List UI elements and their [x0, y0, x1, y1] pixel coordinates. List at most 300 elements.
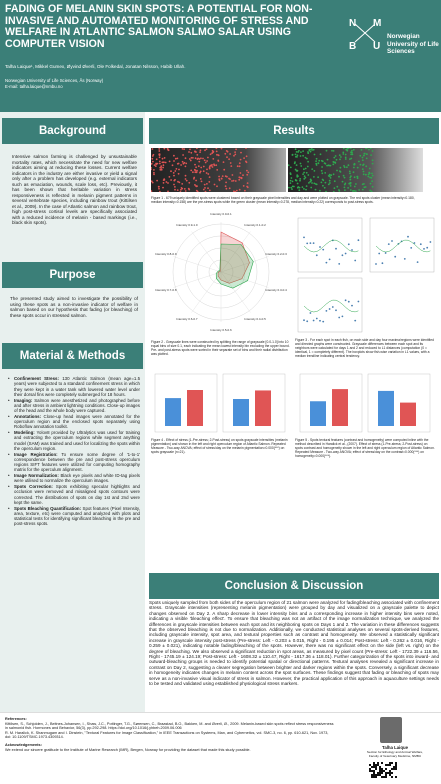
svg-text:U: U: [373, 41, 381, 52]
spot-mark: [159, 156, 161, 158]
spot-mark: [228, 178, 230, 180]
fig3-point: [319, 320, 321, 322]
spot-mark: [371, 180, 373, 182]
radial-axis-label: Intensity 0.3-0.4: [265, 287, 287, 292]
spot-mark: [159, 169, 161, 171]
spot-mark: [172, 164, 174, 166]
spot-mark: [297, 170, 299, 172]
methods-item-text: To ensure some degree of '1-to-1' correspondence between the pre and post-stress operculum regions SIFT features were utilized for computing homography matrix for the operculum alignment.: [14, 451, 140, 473]
spot-mark: [242, 174, 244, 176]
fig3-point: [313, 242, 315, 244]
figure-2-radial-plot: [151, 210, 291, 340]
spot-mark: [334, 162, 336, 164]
spot-mark: [240, 172, 242, 174]
spot-mark: [186, 180, 188, 182]
bar: [400, 403, 416, 426]
bar: [310, 401, 326, 426]
spot-mark: [161, 162, 163, 164]
spot-mark: [199, 158, 201, 160]
conclusion-heading: Conclusion & Discussion: [149, 573, 439, 599]
spot-mark: [334, 187, 336, 189]
spot-mark: [345, 154, 347, 156]
spot-mark: [212, 166, 214, 168]
spot-mark: [320, 153, 322, 155]
spot-mark: [363, 173, 365, 175]
methods-item: [8, 430, 140, 451]
spot-mark: [307, 152, 309, 154]
spot-mark: [174, 170, 176, 172]
methods-item: [8, 414, 140, 430]
spot-mark: [324, 162, 326, 164]
figure-1-poststress-spots: [288, 148, 423, 192]
spot-mark: [370, 183, 372, 185]
spot-mark: [235, 180, 237, 182]
spot-mark: [307, 174, 309, 176]
spot-mark: [302, 155, 304, 157]
fig3-point: [358, 301, 360, 303]
spot-mark: [333, 173, 335, 175]
spot-mark: [363, 153, 365, 155]
spot-mark: [178, 163, 180, 165]
spot-mark: [369, 168, 371, 170]
spot-mark: [247, 172, 249, 174]
spot-mark: [212, 158, 214, 160]
spot-mark: [158, 186, 160, 188]
spot-mark: [302, 186, 304, 188]
radial-axis-label: Intensity 0.0-0.1: [210, 212, 232, 216]
spot-mark: [240, 159, 242, 161]
methods-item-text: Yolov8 provided by Ultralytics was used for training and extracting the operculum regions while segment anything model (SAM) was trained and used for localizing the spots within the operculum region.: [14, 430, 140, 451]
spot-mark: [234, 151, 236, 153]
spot-mark: [297, 187, 299, 189]
spot-mark: [232, 174, 234, 176]
spot-mark: [210, 153, 212, 155]
spot-mark: [343, 175, 345, 177]
spot-mark: [315, 189, 317, 191]
methods-item-term: Spots Correction:: [14, 484, 53, 489]
spot-mark: [153, 169, 155, 171]
spot-mark: [183, 148, 185, 150]
spot-mark: [169, 176, 171, 178]
spot-mark: [315, 163, 317, 165]
fig3-point: [335, 248, 337, 250]
spot-mark: [338, 189, 340, 191]
spot-mark: [184, 162, 186, 164]
svg-text:M: M: [373, 18, 382, 29]
spot-mark: [371, 177, 373, 179]
spot-mark: [164, 157, 166, 159]
fig3-point: [351, 249, 353, 251]
spot-mark: [302, 150, 304, 152]
spot-mark: [175, 158, 177, 160]
spot-mark: [237, 165, 239, 167]
methods-item-text: Black eye pixels and white ID-tag pixels were utilised to normalize the operculum images.: [14, 473, 140, 484]
fig3-point: [338, 317, 340, 319]
spot-mark: [165, 162, 167, 164]
spot-mark: [199, 151, 201, 153]
methods-item: [8, 484, 140, 505]
spot-mark: [214, 184, 216, 186]
spot-mark: [196, 185, 198, 187]
spot-mark: [329, 182, 331, 184]
spot-mark: [202, 158, 204, 160]
spot-mark: [309, 181, 311, 183]
spot-mark: [207, 187, 209, 189]
methods-item: [8, 473, 140, 484]
spot-mark: [310, 179, 312, 181]
spot-mark: [180, 164, 182, 166]
spot-mark: [366, 153, 368, 155]
figure-1-prestress-spots: [151, 148, 286, 192]
spot-mark: [347, 187, 349, 189]
spot-mark: [198, 161, 200, 163]
spot-mark: [225, 185, 227, 187]
spot-mark: [311, 168, 313, 170]
spot-mark: [194, 171, 196, 173]
spot-mark: [299, 187, 301, 189]
spot-mark: [355, 183, 357, 185]
spot-mark: [200, 171, 202, 173]
methods-item: [8, 376, 140, 397]
spot-mark: [310, 151, 312, 153]
spot-mark: [368, 149, 370, 151]
spot-mark: [300, 151, 302, 153]
presenter-name: Talha Laique: [382, 745, 408, 750]
spot-mark: [329, 180, 331, 182]
spot-mark: [314, 154, 316, 156]
fig3-point: [326, 310, 328, 312]
spot-mark: [194, 169, 196, 171]
methods-item-text: Salmon were anesthetized and photographed before and after stress in ambient lightning conditions. Close-up images of the head and the whole body were captured.: [14, 397, 140, 413]
fig3-point: [345, 299, 347, 301]
spot-mark: [303, 188, 305, 190]
spot-mark: [335, 155, 337, 157]
spot-mark: [369, 190, 371, 192]
fig3-point: [385, 252, 387, 254]
spot-mark: [156, 158, 158, 160]
spot-mark: [359, 155, 361, 157]
spot-mark: [363, 171, 365, 173]
spot-mark: [362, 159, 364, 161]
spot-mark: [176, 168, 178, 170]
fig3-point: [354, 260, 356, 262]
figure-3-graph-plots: [296, 216, 436, 336]
fig3-point: [310, 242, 312, 244]
spot-mark: [292, 181, 294, 183]
spot-mark: [218, 155, 220, 157]
fig3-point: [430, 241, 432, 243]
spot-mark: [354, 176, 356, 178]
fig3-point: [329, 308, 331, 310]
spot-mark: [307, 161, 309, 163]
spot-mark: [170, 170, 172, 172]
bar: [165, 398, 181, 426]
spot-mark: [349, 177, 351, 179]
fig3-point: [351, 305, 353, 307]
spot-mark: [291, 177, 293, 179]
spot-mark: [152, 155, 154, 157]
spot-mark: [238, 176, 240, 178]
spot-mark: [300, 165, 302, 167]
spot-mark: [336, 170, 338, 172]
spot-mark: [336, 186, 338, 188]
spot-mark: [162, 167, 164, 169]
spot-mark: [327, 159, 329, 161]
spot-mark: [372, 163, 374, 165]
bar: [187, 390, 203, 426]
spot-mark: [178, 169, 180, 171]
spot-mark: [321, 160, 323, 162]
spot-mark: [174, 189, 176, 191]
spot-mark: [372, 175, 374, 177]
spot-mark: [358, 161, 360, 163]
figure-3-caption: Figure 3 - For each spot in each fish, on each side and day four maxima/regions were identified and directed graphs were constructed. Grayscale differences between each spot and its neighbors were calculated for days 1 and 2 and reduced to L1 distances (computation (0 = identical, 1 = completely different). The boxplots show fish-wise variation in L1 values, with a median trendline indicating central tendency.: [295, 338, 434, 358]
spot-mark: [192, 157, 194, 159]
spot-mark: [215, 164, 217, 166]
methods-item: [8, 398, 140, 414]
spot-mark: [313, 149, 315, 151]
methods-item-text: Spots exhibiting specular highlights and occlusion were removed and misaligned spots contours were corrected. The distributions of spots on day 1st and 2nd were kept the same.: [14, 484, 140, 505]
spot-mark: [177, 158, 179, 160]
fig3-point: [382, 262, 384, 264]
spot-mark: [348, 183, 350, 185]
spot-mark: [181, 188, 183, 190]
spot-mark: [309, 149, 311, 151]
spot-mark: [156, 180, 158, 182]
figure-4-caption: Figure 4 - Effect of stress (1-Pre-stress; 2-Post-stress) on spots grayscale intensities (melanin pigmentation) and shown in the left and right operculum region of Atlantic Salmon. Repeated Measure - Two-way ANOVA; effect of stress/day on the melanin pigmentation=0.000(***) on spots grayscale (n=21).: [151, 438, 288, 454]
spot-mark: [305, 189, 307, 191]
spot-mark: [204, 184, 206, 186]
spot-mark: [318, 160, 320, 162]
fig3-point: [375, 263, 377, 265]
spot-mark: [314, 170, 316, 172]
spot-mark: [363, 186, 365, 188]
spot-mark: [311, 182, 313, 184]
fig3-point: [306, 243, 308, 245]
spot-mark: [233, 155, 235, 157]
spot-mark: [362, 189, 364, 191]
spot-mark: [326, 165, 328, 167]
spot-mark: [346, 166, 348, 168]
spot-mark: [200, 178, 202, 180]
spot-mark: [340, 167, 342, 169]
spot-mark: [196, 170, 198, 172]
spot-mark: [317, 162, 319, 164]
spot-mark: [306, 158, 308, 160]
spot-mark: [241, 178, 243, 180]
spot-mark: [208, 181, 210, 183]
spot-mark: [370, 154, 372, 156]
fig3-point: [326, 262, 328, 264]
spot-mark: [194, 164, 196, 166]
spot-mark: [247, 182, 249, 184]
radial-axis-label: Intensity 0.6-0.7: [176, 316, 198, 321]
spot-mark: [206, 169, 208, 171]
fig3-point: [410, 247, 412, 249]
spot-mark: [246, 174, 248, 176]
methods-item-text: 130 Atlantic Salmon (mean age=1.5 years) were subjected to a standard confinement stress in which they were kept in a water tank with lowered water level under their dorsal fins were completely submerged for 18 hours.: [14, 376, 141, 397]
spot-mark: [214, 165, 216, 167]
spot-mark: [316, 184, 318, 186]
spot-mark: [231, 180, 233, 182]
results-heading: Results: [149, 118, 439, 144]
spot-mark: [293, 186, 295, 188]
spot-mark: [184, 188, 186, 190]
spot-mark: [226, 156, 228, 158]
spot-mark: [316, 158, 318, 160]
spot-mark: [229, 187, 231, 189]
spot-mark: [332, 164, 334, 166]
ack-heading: Acknowledgements:: [5, 742, 42, 747]
spot-mark: [209, 168, 211, 170]
fig3-point: [388, 243, 390, 245]
spot-mark: [153, 174, 155, 176]
spot-mark: [300, 163, 302, 165]
spot-mark: [238, 179, 240, 181]
spot-mark: [306, 185, 308, 187]
spot-mark: [333, 150, 335, 152]
spot-mark: [244, 190, 246, 192]
spot-mark: [297, 183, 299, 185]
spot-mark: [326, 150, 328, 152]
spot-mark: [193, 178, 195, 180]
spot-mark: [300, 155, 302, 157]
spot-mark: [228, 158, 230, 160]
spot-mark: [163, 161, 165, 163]
spot-mark: [229, 153, 231, 155]
spot-mark: [357, 176, 359, 178]
spot-mark: [296, 176, 298, 178]
radial-series: [216, 244, 253, 288]
fig3-point: [319, 246, 321, 248]
spot-mark: [189, 158, 191, 160]
spot-mark: [295, 148, 297, 150]
spot-mark: [321, 166, 323, 168]
fig3-point: [426, 247, 428, 249]
spot-mark: [303, 178, 305, 180]
spot-mark: [295, 156, 297, 158]
spot-mark: [153, 172, 155, 174]
spot-mark: [340, 156, 342, 158]
spot-mark: [342, 181, 344, 183]
fig3-point: [348, 243, 350, 245]
spot-mark: [198, 165, 200, 167]
spot-mark: [216, 169, 218, 171]
spot-mark: [321, 182, 323, 184]
spot-mark: [218, 178, 220, 180]
spot-mark: [303, 168, 305, 170]
presenter-photo: [380, 717, 402, 743]
spot-mark: [304, 175, 306, 177]
figure-4-bar-charts: [151, 372, 291, 434]
spot-mark: [189, 149, 191, 151]
spot-mark: [325, 182, 327, 184]
spot-mark: [239, 162, 241, 164]
spot-mark: [302, 173, 304, 175]
spot-mark: [206, 148, 208, 150]
fig3-point: [417, 261, 419, 263]
spot-mark: [372, 186, 374, 188]
radial-axis-label: Intensity 0.1-0.2: [244, 223, 266, 228]
radial-axis-label: Intensity 0.2-0.3: [265, 252, 287, 257]
affiliation-line: Norwegian University of Life Sciences, Ås (Norway): [5, 78, 104, 83]
spot-mark: [313, 176, 315, 178]
spot-mark: [230, 165, 232, 167]
spot-mark: [290, 172, 292, 174]
methods-item: [8, 506, 140, 527]
qr-code-icon: [368, 761, 398, 778]
spot-mark: [328, 184, 330, 186]
fig3-point: [306, 320, 308, 322]
spot-mark: [185, 157, 187, 159]
ack-text: We extend our sincere gratitude to the Institute of Marine Research (IMR), Bergen, Norway for providing the dataset that made this study possible.: [5, 747, 251, 752]
spot-mark: [344, 189, 346, 191]
spot-mark: [358, 189, 360, 191]
nmbu-logo-icon: [345, 14, 385, 52]
methods-heading: Material & Methods: [2, 343, 143, 369]
spot-mark: [371, 173, 373, 175]
fig3-point: [358, 239, 360, 241]
spot-mark: [344, 166, 346, 168]
spot-mark: [299, 178, 301, 180]
spot-mark: [211, 164, 213, 166]
spot-mark: [296, 164, 298, 166]
spot-mark: [190, 160, 192, 162]
spot-mark: [226, 188, 228, 190]
methods-item-term: Image Registration:: [14, 451, 58, 457]
spot-mark: [194, 151, 196, 153]
fig3-point: [342, 254, 344, 256]
spot-mark: [204, 149, 206, 151]
spot-mark: [212, 150, 214, 152]
spot-mark: [225, 182, 227, 184]
fig3-point: [329, 259, 331, 261]
spot-mark: [366, 158, 368, 160]
spot-mark: [350, 151, 352, 153]
spot-mark: [344, 177, 346, 179]
email-line: E-mail: talha.laique@nmbu.no: [5, 83, 63, 89]
spot-mark: [173, 172, 175, 174]
spot-mark: [155, 163, 157, 165]
fig3-point: [407, 236, 409, 238]
spot-mark: [152, 161, 154, 163]
spot-mark: [246, 155, 248, 157]
spot-mark: [350, 189, 352, 191]
spot-mark: [288, 187, 290, 189]
spot-mark: [185, 163, 187, 165]
spot-mark: [369, 172, 371, 174]
spot-mark: [206, 172, 208, 174]
background-heading: Background: [2, 118, 143, 144]
spot-mark: [224, 153, 226, 155]
spot-mark: [207, 157, 209, 159]
fig3-point: [423, 248, 425, 250]
spot-mark: [315, 160, 317, 162]
spot-mark: [197, 158, 199, 160]
fig3-point: [378, 253, 380, 255]
spot-mark: [339, 154, 341, 156]
spot-mark: [190, 152, 192, 154]
spot-mark: [169, 161, 171, 163]
fig3-point: [310, 312, 312, 314]
spot-mark: [162, 158, 164, 160]
spot-mark: [174, 179, 176, 181]
spot-mark: [365, 165, 367, 167]
spot-mark: [188, 182, 190, 184]
background-text: Intensive salmon farming is challenged by unsustainable mortality rates, which necessitate the need for new welfare indicators aiming at reducing these losses. Current welfare indicators in the industry are either invasive or yield a signal only after a problem has developed (e.g. external indicators such as emaciation, wounds, scale loss, etc). Previously, it has been shown that heritable variation in stress responsiveness is reflected in melanin pigment patterns in several vertebrate species, including rainbow trout (Kittilsen et al., 2009). In the case of Atlantic salmon and rainbow trout, high post-stress cortisol levels are specifically associated with a reduced incidence of melanin - based markings (i.e., black skin spots).: [12, 154, 137, 225]
spot-mark: [222, 175, 224, 177]
spot-mark: [177, 189, 179, 191]
